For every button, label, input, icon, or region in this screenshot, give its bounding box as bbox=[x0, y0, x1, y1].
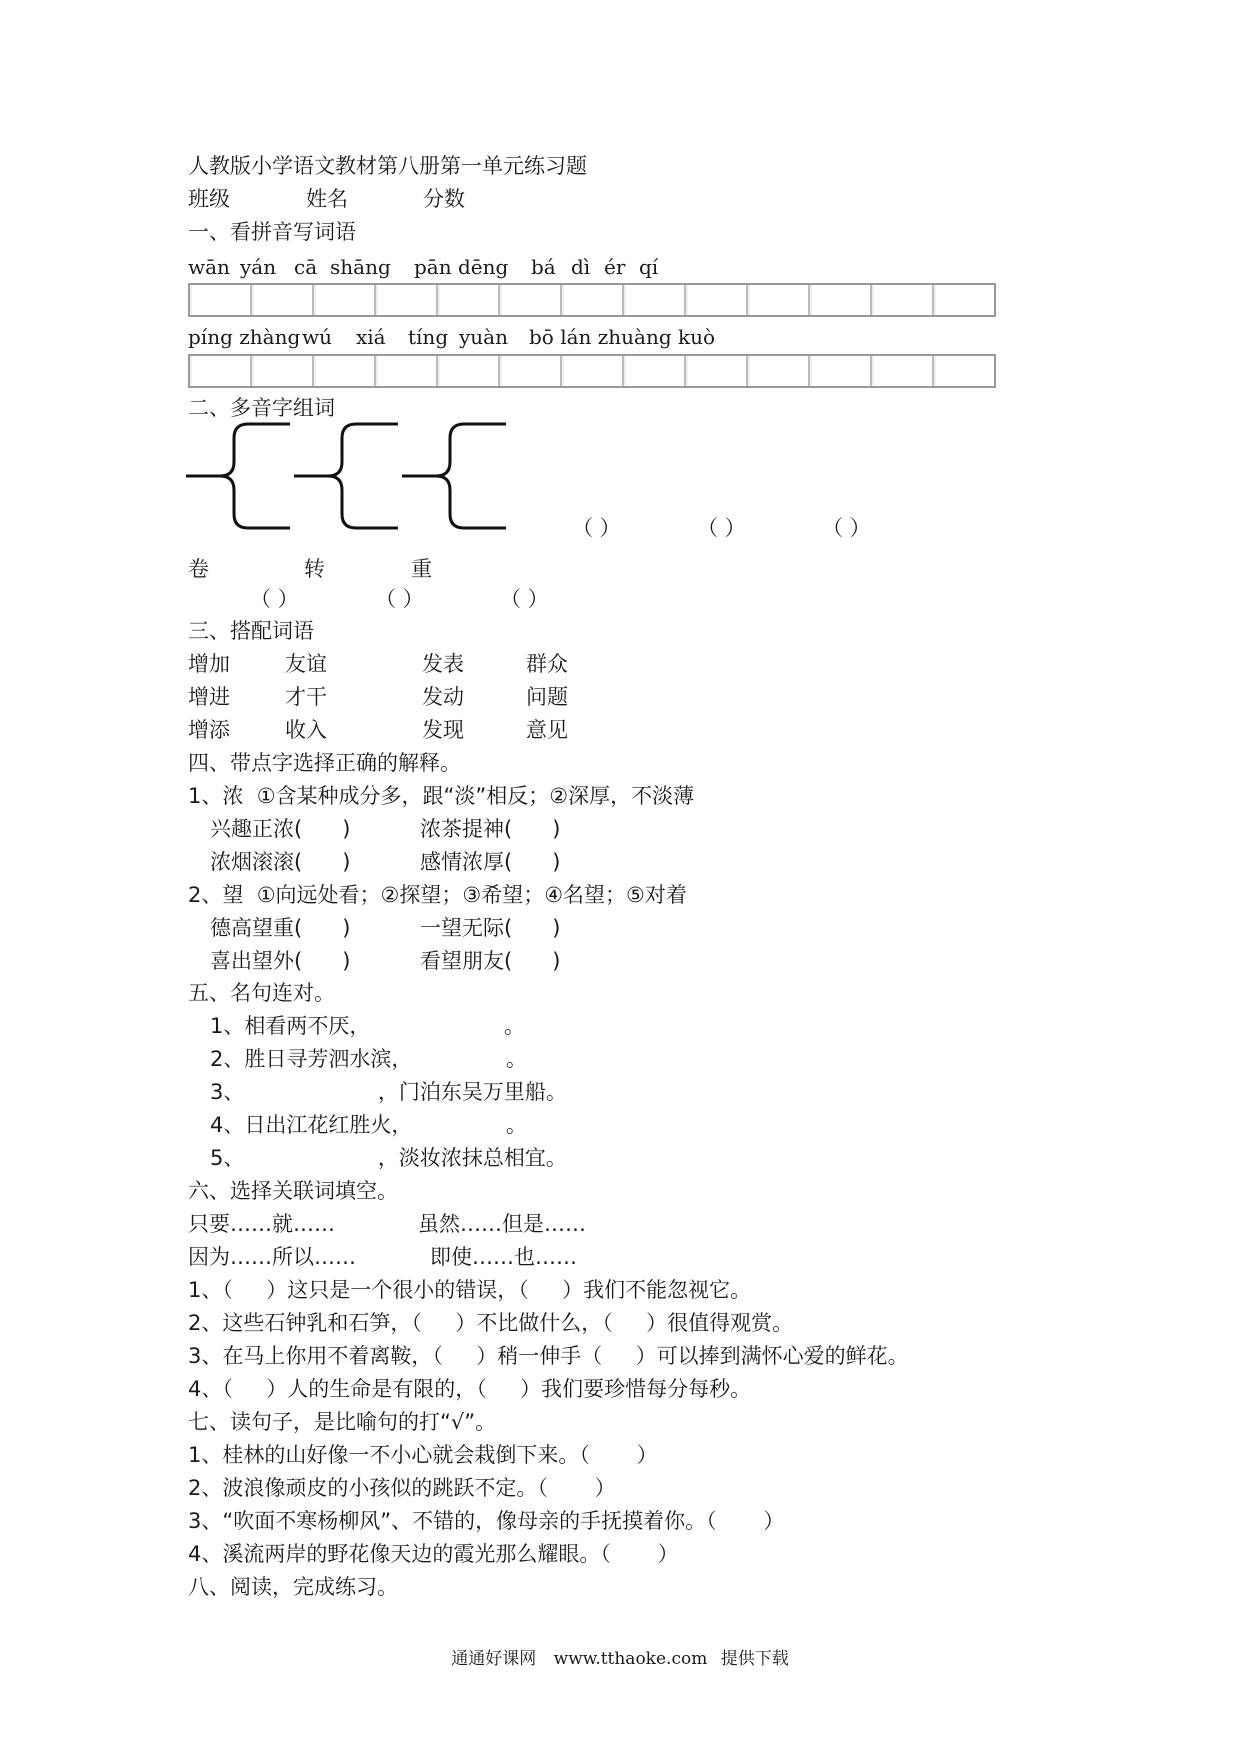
simile-line[interactable]: 4、溪流两岸的野花像天边的霞光那么耀眼。（ ） bbox=[188, 1542, 679, 1566]
grid-cell[interactable] bbox=[500, 356, 562, 386]
choice-item[interactable]: 看望朋友( ) bbox=[420, 949, 561, 973]
footer-site: 通通好课网 bbox=[451, 1649, 537, 1669]
brace-3 bbox=[402, 424, 506, 528]
grid-cell[interactable] bbox=[810, 285, 872, 315]
match-word[interactable]: 发现 bbox=[422, 718, 464, 742]
grid-cell[interactable] bbox=[872, 285, 934, 315]
pinyin: bō lán zhuàng kuò bbox=[529, 325, 716, 349]
match-word[interactable]: 增进 bbox=[188, 685, 230, 709]
section-5-heading: 五、名句连对。 bbox=[188, 981, 335, 1005]
footer-suffix: 提供下载 bbox=[720, 1649, 789, 1669]
grid-cell[interactable] bbox=[872, 356, 934, 386]
simile-line[interactable]: 1、桂林的山好像一不小心就会栽倒下来。（ ） bbox=[188, 1443, 658, 1467]
grid-cell[interactable] bbox=[252, 285, 314, 315]
pinyin: tíng bbox=[408, 325, 449, 349]
pinyin: dì bbox=[571, 255, 591, 279]
writing-grid-1[interactable] bbox=[188, 283, 996, 317]
pinyin: yán bbox=[240, 255, 277, 279]
simile-line[interactable]: 2、波浪像顽皮的小孩似的跳跃不定。（ ） bbox=[188, 1476, 616, 1500]
couplet-line[interactable]: 4、日出江花红胜火， 。 bbox=[210, 1113, 527, 1137]
grid-cell[interactable] bbox=[438, 285, 500, 315]
conjunction-pair: 即使……也…… bbox=[430, 1245, 577, 1269]
brace-1 bbox=[186, 424, 290, 528]
fill-line[interactable]: 1、（ ）这只是一个很小的错误，（ ）我们不能忽视它。 bbox=[188, 1278, 752, 1302]
match-word[interactable]: 意见 bbox=[526, 718, 568, 742]
pinyin: píng zhàng bbox=[188, 325, 301, 349]
fill-line[interactable]: 3、在马上你用不着离鞍，（ ）稍一伸手（ ）可以捧到满怀心爱的鲜花。 bbox=[188, 1344, 909, 1368]
match-word[interactable]: 增加 bbox=[188, 652, 230, 676]
pinyin: ér bbox=[604, 255, 626, 279]
brace-2 bbox=[294, 424, 398, 528]
pinyin: xiá bbox=[356, 325, 386, 349]
grid-cell[interactable] bbox=[376, 356, 438, 386]
couplet-line[interactable]: 2、胜日寻芳泗水滨， 。 bbox=[210, 1047, 527, 1071]
page-title: 人教版小学语文教材第八册第一单元练习题 bbox=[188, 154, 587, 178]
pinyin: wú bbox=[302, 325, 332, 349]
grid-cell[interactable] bbox=[686, 356, 748, 386]
fill-line[interactable]: 2、这些石钟乳和石笋，（ ）不比做什么，（ ）很值得观赏。 bbox=[188, 1311, 794, 1335]
section-6-heading: 六、选择关联词填空。 bbox=[188, 1179, 398, 1203]
conjunction-pair: 只要……就…… bbox=[188, 1212, 335, 1236]
polyphone-char: 转 bbox=[304, 557, 325, 581]
footer bbox=[0, 1644, 1240, 1669]
score-label: 分数 bbox=[423, 187, 465, 211]
pinyin: dēng bbox=[458, 255, 509, 279]
conjunction-pair: 因为……所以…… bbox=[188, 1245, 356, 1269]
match-word[interactable]: 发表 bbox=[422, 652, 464, 676]
choice-item[interactable]: 喜出望外( ) bbox=[210, 949, 351, 973]
fill-line[interactable]: 4、（ ）人的生命是有限的，（ ）我们要珍惜每分每秒。 bbox=[188, 1377, 752, 1401]
section-8-heading: 八、阅读，完成练习。 bbox=[188, 1575, 398, 1599]
polyphone-char: 卷 bbox=[188, 557, 209, 581]
pinyin: bá bbox=[531, 255, 556, 279]
match-word[interactable]: 群众 bbox=[526, 652, 568, 676]
pinyin: yuàn bbox=[459, 325, 508, 349]
question-4-1: 1、浓 ①含某种成分多，跟“淡”相反；②深厚，不淡薄 bbox=[188, 784, 695, 808]
match-word[interactable]: 增添 bbox=[188, 718, 230, 742]
match-word[interactable]: 问题 bbox=[526, 685, 568, 709]
couplet-line[interactable]: 3、 ，门泊东吴万里船。 bbox=[210, 1080, 567, 1104]
choice-item[interactable]: 兴趣正浓( ) bbox=[210, 817, 351, 841]
match-word[interactable]: 才干 bbox=[285, 685, 327, 709]
grid-cell[interactable] bbox=[314, 356, 376, 386]
pinyin: qí bbox=[639, 255, 659, 279]
answer-paren[interactable]: （ ） bbox=[572, 516, 621, 540]
answer-paren[interactable]: （ ） bbox=[500, 587, 549, 611]
grid-cell[interactable] bbox=[748, 285, 810, 315]
choice-item[interactable]: 浓茶提神( ) bbox=[420, 817, 561, 841]
match-word[interactable]: 发动 bbox=[422, 685, 464, 709]
class-label: 班级 bbox=[188, 187, 230, 211]
choice-item[interactable]: 感情浓厚( ) bbox=[420, 850, 561, 874]
grid-cell[interactable] bbox=[562, 285, 624, 315]
section-2-heading: 二、多音字组词 bbox=[188, 396, 335, 420]
grid-cell[interactable] bbox=[748, 356, 810, 386]
section-3-heading: 三、搭配词语 bbox=[188, 619, 314, 643]
answer-paren[interactable]: （ ） bbox=[697, 516, 746, 540]
section-4-heading: 四、带点字选择正确的解释。 bbox=[188, 751, 461, 775]
conjunction-pair: 虽然……但是…… bbox=[418, 1212, 586, 1236]
grid-cell[interactable] bbox=[934, 356, 994, 386]
grid-cell[interactable] bbox=[934, 285, 994, 315]
section-1-heading: 一、看拼音写词语 bbox=[188, 220, 356, 244]
choice-item[interactable]: 德高望重( ) bbox=[210, 916, 351, 940]
choice-item[interactable]: 浓烟滚滚( ) bbox=[210, 850, 351, 874]
polyphone-char: 重 bbox=[411, 557, 432, 581]
pinyin: cā bbox=[294, 255, 318, 279]
answer-paren[interactable]: （ ） bbox=[822, 516, 871, 540]
section-7-heading: 七、读句子，是比喻句的打“√”。 bbox=[188, 1410, 497, 1434]
grid-cell[interactable] bbox=[562, 356, 624, 386]
question-4-2: 2、望 ①向远处看；②探望；③希望；④名望；⑤对着 bbox=[188, 883, 687, 907]
curly-braces bbox=[186, 420, 516, 532]
couplet-line[interactable]: 5、 ，淡妆浓抹总相宜。 bbox=[210, 1146, 567, 1170]
match-word[interactable]: 友谊 bbox=[285, 652, 327, 676]
grid-cell[interactable] bbox=[190, 285, 252, 315]
grid-cell[interactable] bbox=[376, 285, 438, 315]
answer-paren[interactable]: （ ） bbox=[375, 587, 424, 611]
simile-line[interactable]: 3、“吹面不寒杨柳风”、不错的，像母亲的手抚摸着你。（ ） bbox=[188, 1509, 785, 1533]
grid-cell[interactable] bbox=[624, 285, 686, 315]
grid-cell[interactable] bbox=[314, 285, 376, 315]
writing-grid-2[interactable] bbox=[188, 354, 996, 388]
choice-item[interactable]: 一望无际( ) bbox=[420, 916, 561, 940]
grid-cell[interactable] bbox=[190, 356, 252, 386]
pinyin: shāng bbox=[330, 255, 391, 279]
grid-cell[interactable] bbox=[810, 356, 872, 386]
couplet-line[interactable]: 1、相看两不厌， 。 bbox=[210, 1014, 525, 1038]
pinyin: wān bbox=[188, 255, 230, 279]
grid-cell[interactable] bbox=[500, 285, 562, 315]
footer-url[interactable]: www.tthaoke.com bbox=[553, 1649, 708, 1669]
grid-cell[interactable] bbox=[252, 356, 314, 386]
answer-paren[interactable]: （ ） bbox=[250, 587, 299, 611]
grid-cell[interactable] bbox=[438, 356, 500, 386]
match-word[interactable]: 收入 bbox=[285, 718, 327, 742]
pinyin: pān bbox=[414, 255, 452, 279]
grid-cell[interactable] bbox=[686, 285, 748, 315]
name-label: 姓名 bbox=[306, 187, 348, 211]
grid-cell[interactable] bbox=[624, 356, 686, 386]
